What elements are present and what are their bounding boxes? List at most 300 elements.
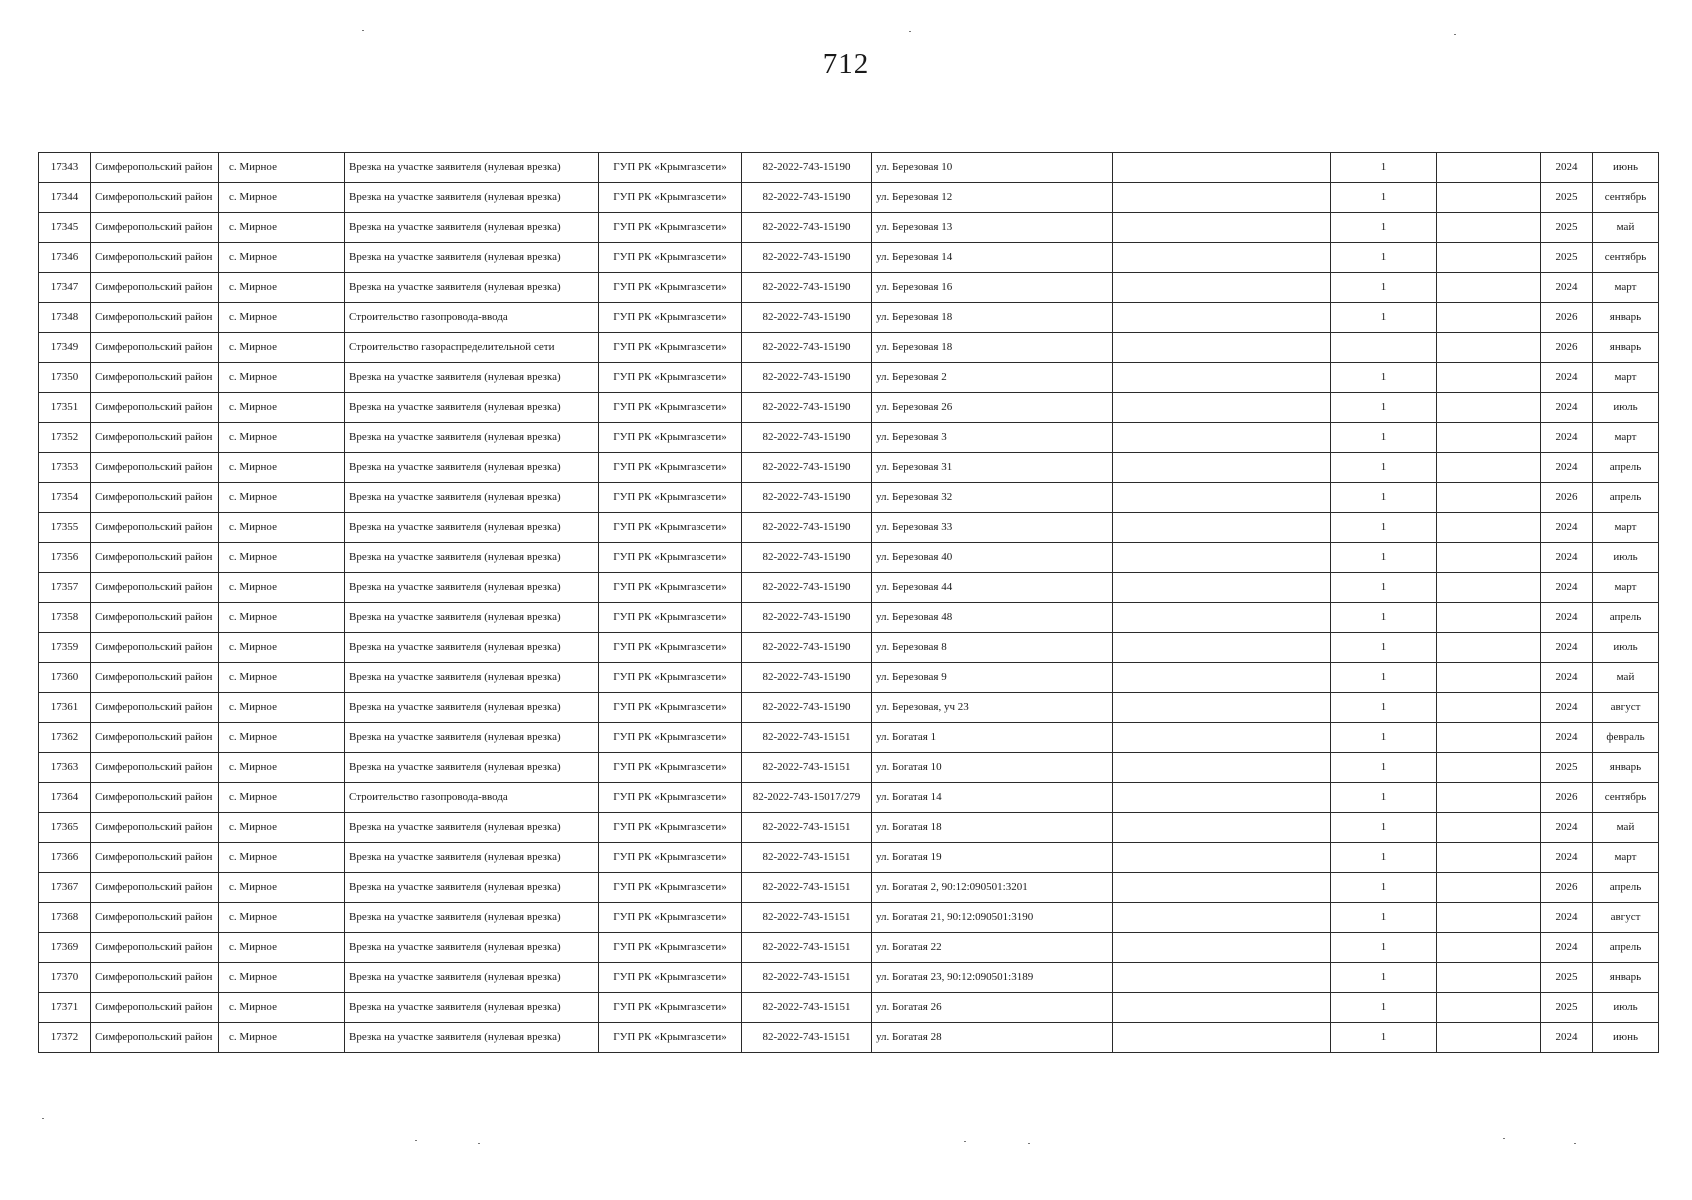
organization-cell: ГУП РК «Крымгазсети»: [599, 873, 742, 903]
village-cell: с. Мирное: [219, 513, 345, 543]
project-code-cell: 82-2022-743-15190: [742, 603, 872, 633]
year-cell: 2024: [1541, 633, 1593, 663]
work-type-cell: Врезка на участке заявителя (нулевая врезка): [345, 183, 599, 213]
district-cell: Симферопольский район: [91, 483, 219, 513]
month-cell: апрель: [1593, 873, 1659, 903]
village-cell: с. Мирное: [219, 273, 345, 303]
year-cell: 2026: [1541, 303, 1593, 333]
empty-cell: [1113, 153, 1331, 183]
district-cell: Симферопольский район: [91, 153, 219, 183]
village-cell: с. Мирное: [219, 483, 345, 513]
table-row: [39, 603, 1659, 633]
empty-cell: [1437, 543, 1541, 573]
quantity-cell: 1: [1331, 363, 1437, 393]
month-cell: март: [1593, 363, 1659, 393]
month-cell: сентябрь: [1593, 183, 1659, 213]
year-cell: 2025: [1541, 963, 1593, 993]
project-code-cell: 82-2022-743-15190: [742, 513, 872, 543]
project-code-cell: 82-2022-743-15151: [742, 963, 872, 993]
row-number-cell: 17354: [39, 483, 91, 513]
year-cell: 2024: [1541, 393, 1593, 423]
quantity-cell: 1: [1331, 813, 1437, 843]
address-cell: ул. Березовая, уч 23: [872, 693, 1113, 723]
address-cell: ул. Березовая 12: [872, 183, 1113, 213]
year-cell: 2025: [1541, 183, 1593, 213]
empty-cell: [1437, 303, 1541, 333]
address-cell: ул. Богатая 2, 90:12:090501:3201: [872, 873, 1113, 903]
quantity-cell: 1: [1331, 1023, 1437, 1053]
address-cell: ул. Богатая 21, 90:12:090501:3190: [872, 903, 1113, 933]
row-number-cell: 17366: [39, 843, 91, 873]
row-number-cell: 17364: [39, 783, 91, 813]
year-cell: 2024: [1541, 813, 1593, 843]
table-row: [39, 663, 1659, 693]
year-cell: 2025: [1541, 753, 1593, 783]
project-code-cell: 82-2022-743-15190: [742, 363, 872, 393]
empty-cell: [1113, 213, 1331, 243]
month-cell: апрель: [1593, 453, 1659, 483]
empty-cell: [1437, 573, 1541, 603]
empty-cell: [1437, 153, 1541, 183]
empty-cell: [1113, 603, 1331, 633]
year-cell: 2025: [1541, 243, 1593, 273]
district-cell: Симферопольский район: [91, 543, 219, 573]
empty-cell: [1113, 393, 1331, 423]
work-type-cell: Врезка на участке заявителя (нулевая врезка): [345, 393, 599, 423]
project-code-cell: 82-2022-743-15190: [742, 393, 872, 423]
quantity-cell: 1: [1331, 663, 1437, 693]
table-row: [39, 633, 1659, 663]
district-cell: Симферопольский район: [91, 513, 219, 543]
project-code-cell: 82-2022-743-15151: [742, 843, 872, 873]
year-cell: 2026: [1541, 333, 1593, 363]
month-cell: январь: [1593, 303, 1659, 333]
table-row: [39, 813, 1659, 843]
month-cell: май: [1593, 213, 1659, 243]
village-cell: с. Мирное: [219, 453, 345, 483]
month-cell: июль: [1593, 393, 1659, 423]
quantity-cell: 1: [1331, 903, 1437, 933]
quantity-cell: 1: [1331, 783, 1437, 813]
work-type-cell: Врезка на участке заявителя (нулевая врезка): [345, 963, 599, 993]
row-number-cell: 17361: [39, 693, 91, 723]
row-number-cell: 17346: [39, 243, 91, 273]
quantity-cell: 1: [1331, 243, 1437, 273]
district-cell: Симферопольский район: [91, 933, 219, 963]
empty-cell: [1437, 753, 1541, 783]
organization-cell: ГУП РК «Крымгазсети»: [599, 363, 742, 393]
year-cell: 2024: [1541, 843, 1593, 873]
district-cell: Симферопольский район: [91, 873, 219, 903]
project-code-cell: 82-2022-743-15190: [742, 423, 872, 453]
month-cell: апрель: [1593, 483, 1659, 513]
quantity-cell: 1: [1331, 543, 1437, 573]
month-cell: январь: [1593, 963, 1659, 993]
district-cell: Симферопольский район: [91, 993, 219, 1023]
empty-cell: [1437, 933, 1541, 963]
year-cell: 2024: [1541, 903, 1593, 933]
year-cell: 2025: [1541, 213, 1593, 243]
row-number-cell: 17365: [39, 813, 91, 843]
district-cell: Симферопольский район: [91, 633, 219, 663]
district-cell: Симферопольский район: [91, 273, 219, 303]
table-row: [39, 513, 1659, 543]
quantity-cell: 1: [1331, 843, 1437, 873]
row-number-cell: 17351: [39, 393, 91, 423]
project-code-cell: 82-2022-743-15151: [742, 873, 872, 903]
address-cell: ул. Березовая 16: [872, 273, 1113, 303]
project-code-cell: 82-2022-743-15151: [742, 903, 872, 933]
district-cell: Симферопольский район: [91, 363, 219, 393]
row-number-cell: 17372: [39, 1023, 91, 1053]
project-code-cell: 82-2022-743-15151: [742, 753, 872, 783]
empty-cell: [1113, 363, 1331, 393]
row-number-cell: 17352: [39, 423, 91, 453]
address-cell: ул. Березовая 48: [872, 603, 1113, 633]
empty-cell: [1437, 843, 1541, 873]
address-cell: ул. Богатая 1: [872, 723, 1113, 753]
year-cell: 2024: [1541, 273, 1593, 303]
address-cell: ул. Богатая 23, 90:12:090501:3189: [872, 963, 1113, 993]
empty-cell: [1113, 273, 1331, 303]
empty-cell: [1113, 633, 1331, 663]
village-cell: с. Мирное: [219, 423, 345, 453]
empty-cell: [1437, 513, 1541, 543]
address-cell: ул. Березовая 10: [872, 153, 1113, 183]
work-type-cell: Врезка на участке заявителя (нулевая врезка): [345, 213, 599, 243]
project-code-cell: 82-2022-743-15017/279: [742, 783, 872, 813]
address-cell: ул. Березовая 44: [872, 573, 1113, 603]
organization-cell: ГУП РК «Крымгазсети»: [599, 333, 742, 363]
empty-cell: [1113, 483, 1331, 513]
district-cell: Симферопольский район: [91, 303, 219, 333]
row-number-cell: 17347: [39, 273, 91, 303]
month-cell: июль: [1593, 633, 1659, 663]
empty-cell: [1113, 303, 1331, 333]
quantity-cell: 1: [1331, 573, 1437, 603]
month-cell: май: [1593, 663, 1659, 693]
month-cell: сентябрь: [1593, 783, 1659, 813]
address-cell: ул. Березовая 33: [872, 513, 1113, 543]
empty-cell: [1113, 423, 1331, 453]
table-row: [39, 273, 1659, 303]
district-cell: Симферопольский район: [91, 603, 219, 633]
project-code-cell: 82-2022-743-15190: [742, 663, 872, 693]
row-number-cell: 17358: [39, 603, 91, 633]
table-row: [39, 153, 1659, 183]
organization-cell: ГУП РК «Крымгазсети»: [599, 453, 742, 483]
table-row: [39, 753, 1659, 783]
organization-cell: ГУП РК «Крымгазсети»: [599, 483, 742, 513]
project-code-cell: 82-2022-743-15151: [742, 723, 872, 753]
project-code-cell: 82-2022-743-15190: [742, 453, 872, 483]
empty-cell: [1437, 693, 1541, 723]
district-cell: Симферопольский район: [91, 783, 219, 813]
village-cell: с. Мирное: [219, 843, 345, 873]
empty-cell: [1437, 903, 1541, 933]
project-code-cell: 82-2022-743-15190: [742, 483, 872, 513]
address-cell: ул. Богатая 18: [872, 813, 1113, 843]
empty-cell: [1437, 633, 1541, 663]
village-cell: с. Мирное: [219, 303, 345, 333]
data-table: [38, 152, 1659, 1053]
table-row: [39, 213, 1659, 243]
empty-cell: [1437, 393, 1541, 423]
quantity-cell: 1: [1331, 963, 1437, 993]
work-type-cell: Врезка на участке заявителя (нулевая врезка): [345, 693, 599, 723]
organization-cell: ГУП РК «Крымгазсети»: [599, 813, 742, 843]
project-code-cell: 82-2022-743-15190: [742, 183, 872, 213]
work-type-cell: Врезка на участке заявителя (нулевая врезка): [345, 273, 599, 303]
organization-cell: ГУП РК «Крымгазсети»: [599, 993, 742, 1023]
row-number-cell: 17356: [39, 543, 91, 573]
village-cell: с. Мирное: [219, 633, 345, 663]
district-cell: Симферопольский район: [91, 903, 219, 933]
village-cell: с. Мирное: [219, 663, 345, 693]
project-code-cell: 82-2022-743-15190: [742, 333, 872, 363]
year-cell: 2024: [1541, 423, 1593, 453]
empty-cell: [1113, 873, 1331, 903]
quantity-cell: 1: [1331, 153, 1437, 183]
quantity-cell: 1: [1331, 213, 1437, 243]
address-cell: ул. Березовая 9: [872, 663, 1113, 693]
row-number-cell: 17362: [39, 723, 91, 753]
row-number-cell: 17360: [39, 663, 91, 693]
village-cell: с. Мирное: [219, 963, 345, 993]
village-cell: с. Мирное: [219, 213, 345, 243]
address-cell: ул. Богатая 14: [872, 783, 1113, 813]
organization-cell: ГУП РК «Крымгазсети»: [599, 213, 742, 243]
row-number-cell: 17367: [39, 873, 91, 903]
district-cell: Симферопольский район: [91, 333, 219, 363]
project-code-cell: 82-2022-743-15151: [742, 933, 872, 963]
year-cell: 2024: [1541, 543, 1593, 573]
year-cell: 2024: [1541, 513, 1593, 543]
empty-cell: [1437, 723, 1541, 753]
empty-cell: [1113, 333, 1331, 363]
work-type-cell: Врезка на участке заявителя (нулевая врезка): [345, 723, 599, 753]
row-number-cell: 17353: [39, 453, 91, 483]
organization-cell: ГУП РК «Крымгазсети»: [599, 603, 742, 633]
month-cell: январь: [1593, 753, 1659, 783]
row-number-cell: 17349: [39, 333, 91, 363]
address-cell: ул. Богатая 26: [872, 993, 1113, 1023]
project-code-cell: 82-2022-743-15190: [742, 543, 872, 573]
empty-cell: [1437, 183, 1541, 213]
empty-cell: [1437, 813, 1541, 843]
empty-cell: [1113, 993, 1331, 1023]
table-row: [39, 543, 1659, 573]
table-row: [39, 243, 1659, 273]
district-cell: Симферопольский район: [91, 963, 219, 993]
quantity-cell: 1: [1331, 453, 1437, 483]
district-cell: Симферопольский район: [91, 813, 219, 843]
district-cell: Симферопольский район: [91, 753, 219, 783]
month-cell: март: [1593, 273, 1659, 303]
empty-cell: [1113, 1023, 1331, 1053]
address-cell: ул. Березовая 26: [872, 393, 1113, 423]
project-code-cell: 82-2022-743-15190: [742, 273, 872, 303]
empty-cell: [1113, 663, 1331, 693]
work-type-cell: Врезка на участке заявителя (нулевая врезка): [345, 483, 599, 513]
work-type-cell: Врезка на участке заявителя (нулевая врезка): [345, 603, 599, 633]
district-cell: Симферопольский район: [91, 213, 219, 243]
district-cell: Симферопольский район: [91, 183, 219, 213]
work-type-cell: Врезка на участке заявителя (нулевая врезка): [345, 993, 599, 1023]
quantity-cell: 1: [1331, 603, 1437, 633]
organization-cell: ГУП РК «Крымгазсети»: [599, 903, 742, 933]
table-row: [39, 933, 1659, 963]
empty-cell: [1113, 933, 1331, 963]
village-cell: с. Мирное: [219, 603, 345, 633]
empty-cell: [1437, 243, 1541, 273]
month-cell: февраль: [1593, 723, 1659, 753]
work-type-cell: Врезка на участке заявителя (нулевая врезка): [345, 453, 599, 483]
empty-cell: [1437, 963, 1541, 993]
month-cell: март: [1593, 423, 1659, 453]
organization-cell: ГУП РК «Крымгазсети»: [599, 753, 742, 783]
address-cell: ул. Березовая 40: [872, 543, 1113, 573]
village-cell: с. Мирное: [219, 183, 345, 213]
organization-cell: ГУП РК «Крымгазсети»: [599, 783, 742, 813]
district-cell: Симферопольский район: [91, 843, 219, 873]
empty-cell: [1437, 993, 1541, 1023]
address-cell: ул. Березовая 13: [872, 213, 1113, 243]
organization-cell: ГУП РК «Крымгазсети»: [599, 663, 742, 693]
row-number-cell: 17350: [39, 363, 91, 393]
district-cell: Симферопольский район: [91, 453, 219, 483]
quantity-cell: 1: [1331, 693, 1437, 723]
address-cell: ул. Березовая 8: [872, 633, 1113, 663]
quantity-cell: 1: [1331, 753, 1437, 783]
year-cell: 2026: [1541, 783, 1593, 813]
empty-cell: [1113, 723, 1331, 753]
organization-cell: ГУП РК «Крымгазсети»: [599, 273, 742, 303]
table-row: [39, 303, 1659, 333]
month-cell: январь: [1593, 333, 1659, 363]
village-cell: с. Мирное: [219, 243, 345, 273]
village-cell: с. Мирное: [219, 783, 345, 813]
month-cell: май: [1593, 813, 1659, 843]
quantity-cell: 1: [1331, 933, 1437, 963]
district-cell: Симферопольский район: [91, 1023, 219, 1053]
empty-cell: [1113, 963, 1331, 993]
table-row: [39, 723, 1659, 753]
empty-cell: [1113, 753, 1331, 783]
village-cell: с. Мирное: [219, 573, 345, 603]
organization-cell: ГУП РК «Крымгазсети»: [599, 1023, 742, 1053]
work-type-cell: Врезка на участке заявителя (нулевая врезка): [345, 933, 599, 963]
quantity-cell: 1: [1331, 183, 1437, 213]
table-row: [39, 573, 1659, 603]
quantity-cell: 1: [1331, 873, 1437, 903]
organization-cell: ГУП РК «Крымгазсети»: [599, 513, 742, 543]
organization-cell: ГУП РК «Крымгазсети»: [599, 393, 742, 423]
organization-cell: ГУП РК «Крымгазсети»: [599, 723, 742, 753]
work-type-cell: Врезка на участке заявителя (нулевая врезка): [345, 543, 599, 573]
row-number-cell: 17355: [39, 513, 91, 543]
district-cell: Симферопольский район: [91, 693, 219, 723]
project-code-cell: 82-2022-743-15190: [742, 573, 872, 603]
organization-cell: ГУП РК «Крымгазсети»: [599, 243, 742, 273]
work-type-cell: Врезка на участке заявителя (нулевая врезка): [345, 423, 599, 453]
village-cell: с. Мирное: [219, 723, 345, 753]
month-cell: март: [1593, 573, 1659, 603]
district-cell: Симферопольский район: [91, 243, 219, 273]
empty-cell: [1113, 183, 1331, 213]
project-code-cell: 82-2022-743-15190: [742, 693, 872, 723]
empty-cell: [1113, 903, 1331, 933]
month-cell: август: [1593, 903, 1659, 933]
month-cell: август: [1593, 693, 1659, 723]
empty-cell: [1437, 333, 1541, 363]
village-cell: с. Мирное: [219, 813, 345, 843]
work-type-cell: Врезка на участке заявителя (нулевая врезка): [345, 813, 599, 843]
empty-cell: [1437, 603, 1541, 633]
table-row: [39, 693, 1659, 723]
organization-cell: ГУП РК «Крымгазсети»: [599, 963, 742, 993]
organization-cell: ГУП РК «Крымгазсети»: [599, 303, 742, 333]
address-cell: ул. Березовая 2: [872, 363, 1113, 393]
empty-cell: [1437, 663, 1541, 693]
organization-cell: ГУП РК «Крымгазсети»: [599, 843, 742, 873]
project-code-cell: 82-2022-743-15190: [742, 633, 872, 663]
organization-cell: ГУП РК «Крымгазсети»: [599, 153, 742, 183]
month-cell: апрель: [1593, 933, 1659, 963]
quantity-cell: 1: [1331, 303, 1437, 333]
month-cell: июнь: [1593, 153, 1659, 183]
organization-cell: ГУП РК «Крымгазсети»: [599, 543, 742, 573]
address-cell: ул. Богатая 19: [872, 843, 1113, 873]
table-row: [39, 903, 1659, 933]
table-row: [39, 843, 1659, 873]
empty-cell: [1113, 453, 1331, 483]
empty-cell: [1437, 273, 1541, 303]
organization-cell: ГУП РК «Крымгазсети»: [599, 693, 742, 723]
table-row: [39, 453, 1659, 483]
project-code-cell: 82-2022-743-15190: [742, 153, 872, 183]
row-number-cell: 17344: [39, 183, 91, 213]
empty-cell: [1437, 453, 1541, 483]
village-cell: с. Мирное: [219, 873, 345, 903]
village-cell: с. Мирное: [219, 693, 345, 723]
table-row: [39, 333, 1659, 363]
table-row: [39, 963, 1659, 993]
year-cell: 2024: [1541, 363, 1593, 393]
year-cell: 2024: [1541, 573, 1593, 603]
project-code-cell: 82-2022-743-15190: [742, 213, 872, 243]
quantity-cell: 1: [1331, 393, 1437, 423]
quantity-cell: 1: [1331, 993, 1437, 1023]
village-cell: с. Мирное: [219, 933, 345, 963]
month-cell: апрель: [1593, 603, 1659, 633]
village-cell: с. Мирное: [219, 543, 345, 573]
year-cell: 2026: [1541, 483, 1593, 513]
address-cell: ул. Богатая 10: [872, 753, 1113, 783]
year-cell: 2024: [1541, 1023, 1593, 1053]
address-cell: ул. Березовая 14: [872, 243, 1113, 273]
work-type-cell: Врезка на участке заявителя (нулевая врезка): [345, 633, 599, 663]
village-cell: с. Мирное: [219, 993, 345, 1023]
month-cell: июнь: [1593, 1023, 1659, 1053]
address-cell: ул. Березовая 31: [872, 453, 1113, 483]
empty-cell: [1437, 783, 1541, 813]
project-code-cell: 82-2022-743-15151: [742, 1023, 872, 1053]
project-code-cell: 82-2022-743-15190: [742, 243, 872, 273]
table-row: [39, 363, 1659, 393]
village-cell: с. Мирное: [219, 753, 345, 783]
work-type-cell: Врезка на участке заявителя (нулевая врезка): [345, 573, 599, 603]
